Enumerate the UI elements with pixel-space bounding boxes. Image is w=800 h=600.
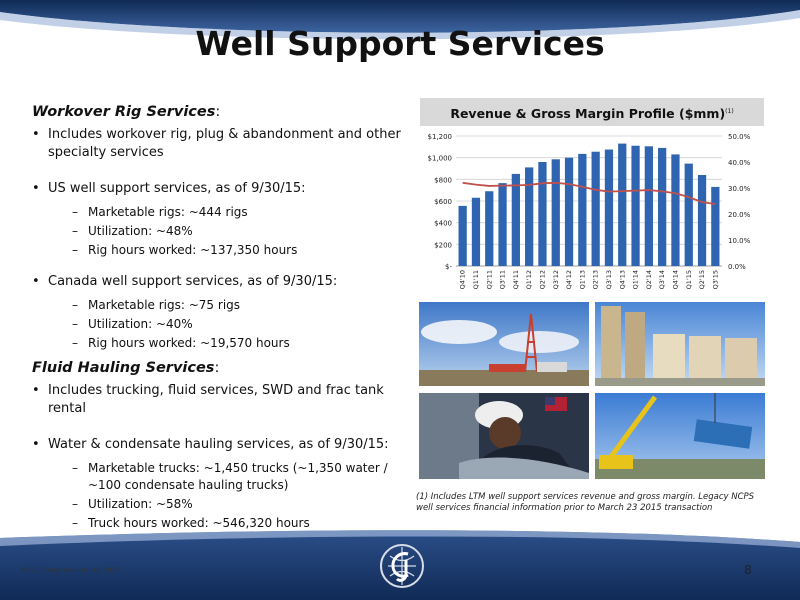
- bar: [578, 154, 586, 266]
- x-tick-label: Q2'12: [538, 270, 547, 290]
- bar: [618, 144, 626, 266]
- x-tick-label: Q2'15: [698, 270, 707, 290]
- sub-bullet-item: – Marketable rigs: ~75 rigs: [72, 298, 241, 312]
- bullet-item: • US well support services, as of 9/30/15:: [32, 181, 306, 196]
- y-tick-label: $1,200: [427, 133, 452, 141]
- sub-bullet-item: – Utilization: ~58%: [72, 497, 193, 511]
- y2-tick-label: 30.0%: [728, 185, 751, 193]
- x-tick-label: Q3'12: [551, 270, 560, 290]
- x-tick-label: Q1'15: [684, 270, 693, 290]
- chart-title-note: (1): [725, 108, 734, 115]
- y2-tick-label: 10.0%: [728, 237, 751, 245]
- x-tick-label: Q2'13: [591, 270, 600, 290]
- x-tick-label: Q3'13: [604, 270, 613, 290]
- bar: [605, 150, 613, 266]
- bar: [685, 164, 693, 266]
- bar: [698, 175, 706, 266]
- x-tick-label: Q3'15: [711, 270, 720, 290]
- x-tick-label: Q3'14: [658, 270, 667, 290]
- bar: [525, 167, 533, 266]
- bar: [538, 162, 546, 266]
- bar: [472, 198, 480, 266]
- x-tick-label: Q4'14: [671, 270, 680, 290]
- copyright-text: © C&J Energy Services Ltd. 2015: [20, 567, 120, 574]
- page-number: 8: [744, 563, 752, 577]
- storage-tanks-photo: [595, 302, 765, 386]
- y2-tick-label: 40.0%: [728, 159, 751, 167]
- chart-plot: [420, 126, 764, 298]
- bullet-item: • Canada well support services, as of 9/30/15:: [32, 274, 338, 289]
- bar: [512, 174, 520, 266]
- workover-heading: Workover Rig Services:: [32, 104, 221, 120]
- sub-bullet-item: – Rig hours worked: ~19,570 hours: [72, 336, 290, 350]
- drilling-rig-photo: [419, 302, 589, 386]
- y-tick-label: $1,000: [427, 154, 452, 163]
- bar: [592, 152, 600, 266]
- bar: [645, 146, 653, 266]
- x-tick-label: Q1'14: [631, 270, 640, 290]
- bar: [671, 154, 679, 266]
- bullet-item: • Includes trucking, fluid services, SWD and frac tank rental: [32, 383, 384, 416]
- company-logo: [378, 542, 426, 590]
- sub-bullet-item: – Utilization: ~48%: [72, 224, 193, 238]
- x-tick-label: Q1'11: [471, 270, 480, 290]
- x-tick-label: Q2'14: [644, 270, 653, 290]
- bar: [711, 187, 719, 266]
- x-tick-label: Q4'13: [618, 270, 627, 290]
- x-tick-label: Q1'12: [525, 270, 534, 290]
- bar: [658, 148, 666, 266]
- x-tick-label: Q1'13: [578, 270, 587, 290]
- x-tick-label: Q3'11: [498, 270, 507, 290]
- bullet-item: • Water & condensate hauling services, as of 9/30/15:: [32, 437, 389, 452]
- x-tick-label: Q4'11: [511, 270, 520, 290]
- y2-tick-label: 20.0%: [728, 211, 751, 219]
- bar: [459, 206, 467, 266]
- footnote: (1) Includes LTM well support services revenue and gross margin. Legacy NCPS well services financial information prior to March 23 2015 transaction: [416, 492, 755, 513]
- bar: [631, 146, 639, 266]
- y-tick-label: $200: [434, 241, 452, 250]
- sub-bullet-item: – Truck hours worked: ~546,320 hours: [72, 516, 310, 530]
- bar: [565, 158, 573, 266]
- x-tick-label: Q2'11: [485, 270, 494, 290]
- sub-bullet-item: – Rig hours worked: ~137,350 hours: [72, 243, 298, 257]
- y-tick-label: $800: [434, 176, 452, 185]
- bar: [498, 183, 506, 266]
- y-tick-label: $600: [434, 198, 452, 206]
- x-tick-label: Q4'10: [458, 270, 467, 290]
- sub-bullet-item: – Marketable trucks: ~1,450 trucks (~1,350 water / ~100 condensate hauling trucks): [72, 461, 388, 492]
- sub-bullet-item: – Utilization: ~40%: [72, 317, 193, 331]
- fluid-heading: Fluid Hauling Services:: [32, 360, 220, 376]
- y-tick-label: $-: [445, 263, 452, 271]
- bar: [552, 159, 560, 266]
- y2-tick-label: 0.0%: [728, 263, 746, 271]
- page-title: Well Support Services: [195, 24, 605, 63]
- bar: [485, 191, 493, 266]
- crane-photo: [595, 393, 765, 479]
- revenue-margin-chart: [420, 98, 764, 298]
- y-tick-label: $400: [434, 219, 452, 228]
- sub-bullet-item: – Marketable rigs: ~444 rigs: [72, 205, 248, 219]
- bullet-item: • Includes workover rig, plug & abandonment and other specialty services: [32, 127, 401, 160]
- y2-tick-label: 50.0%: [728, 133, 751, 141]
- worker-photo: [419, 393, 589, 479]
- left-column: [32, 104, 402, 534]
- x-tick-label: Q4'12: [565, 270, 574, 290]
- chart-title: Revenue & Gross Margin Profile ($mm)$^{(1)}$: [420, 98, 764, 126]
